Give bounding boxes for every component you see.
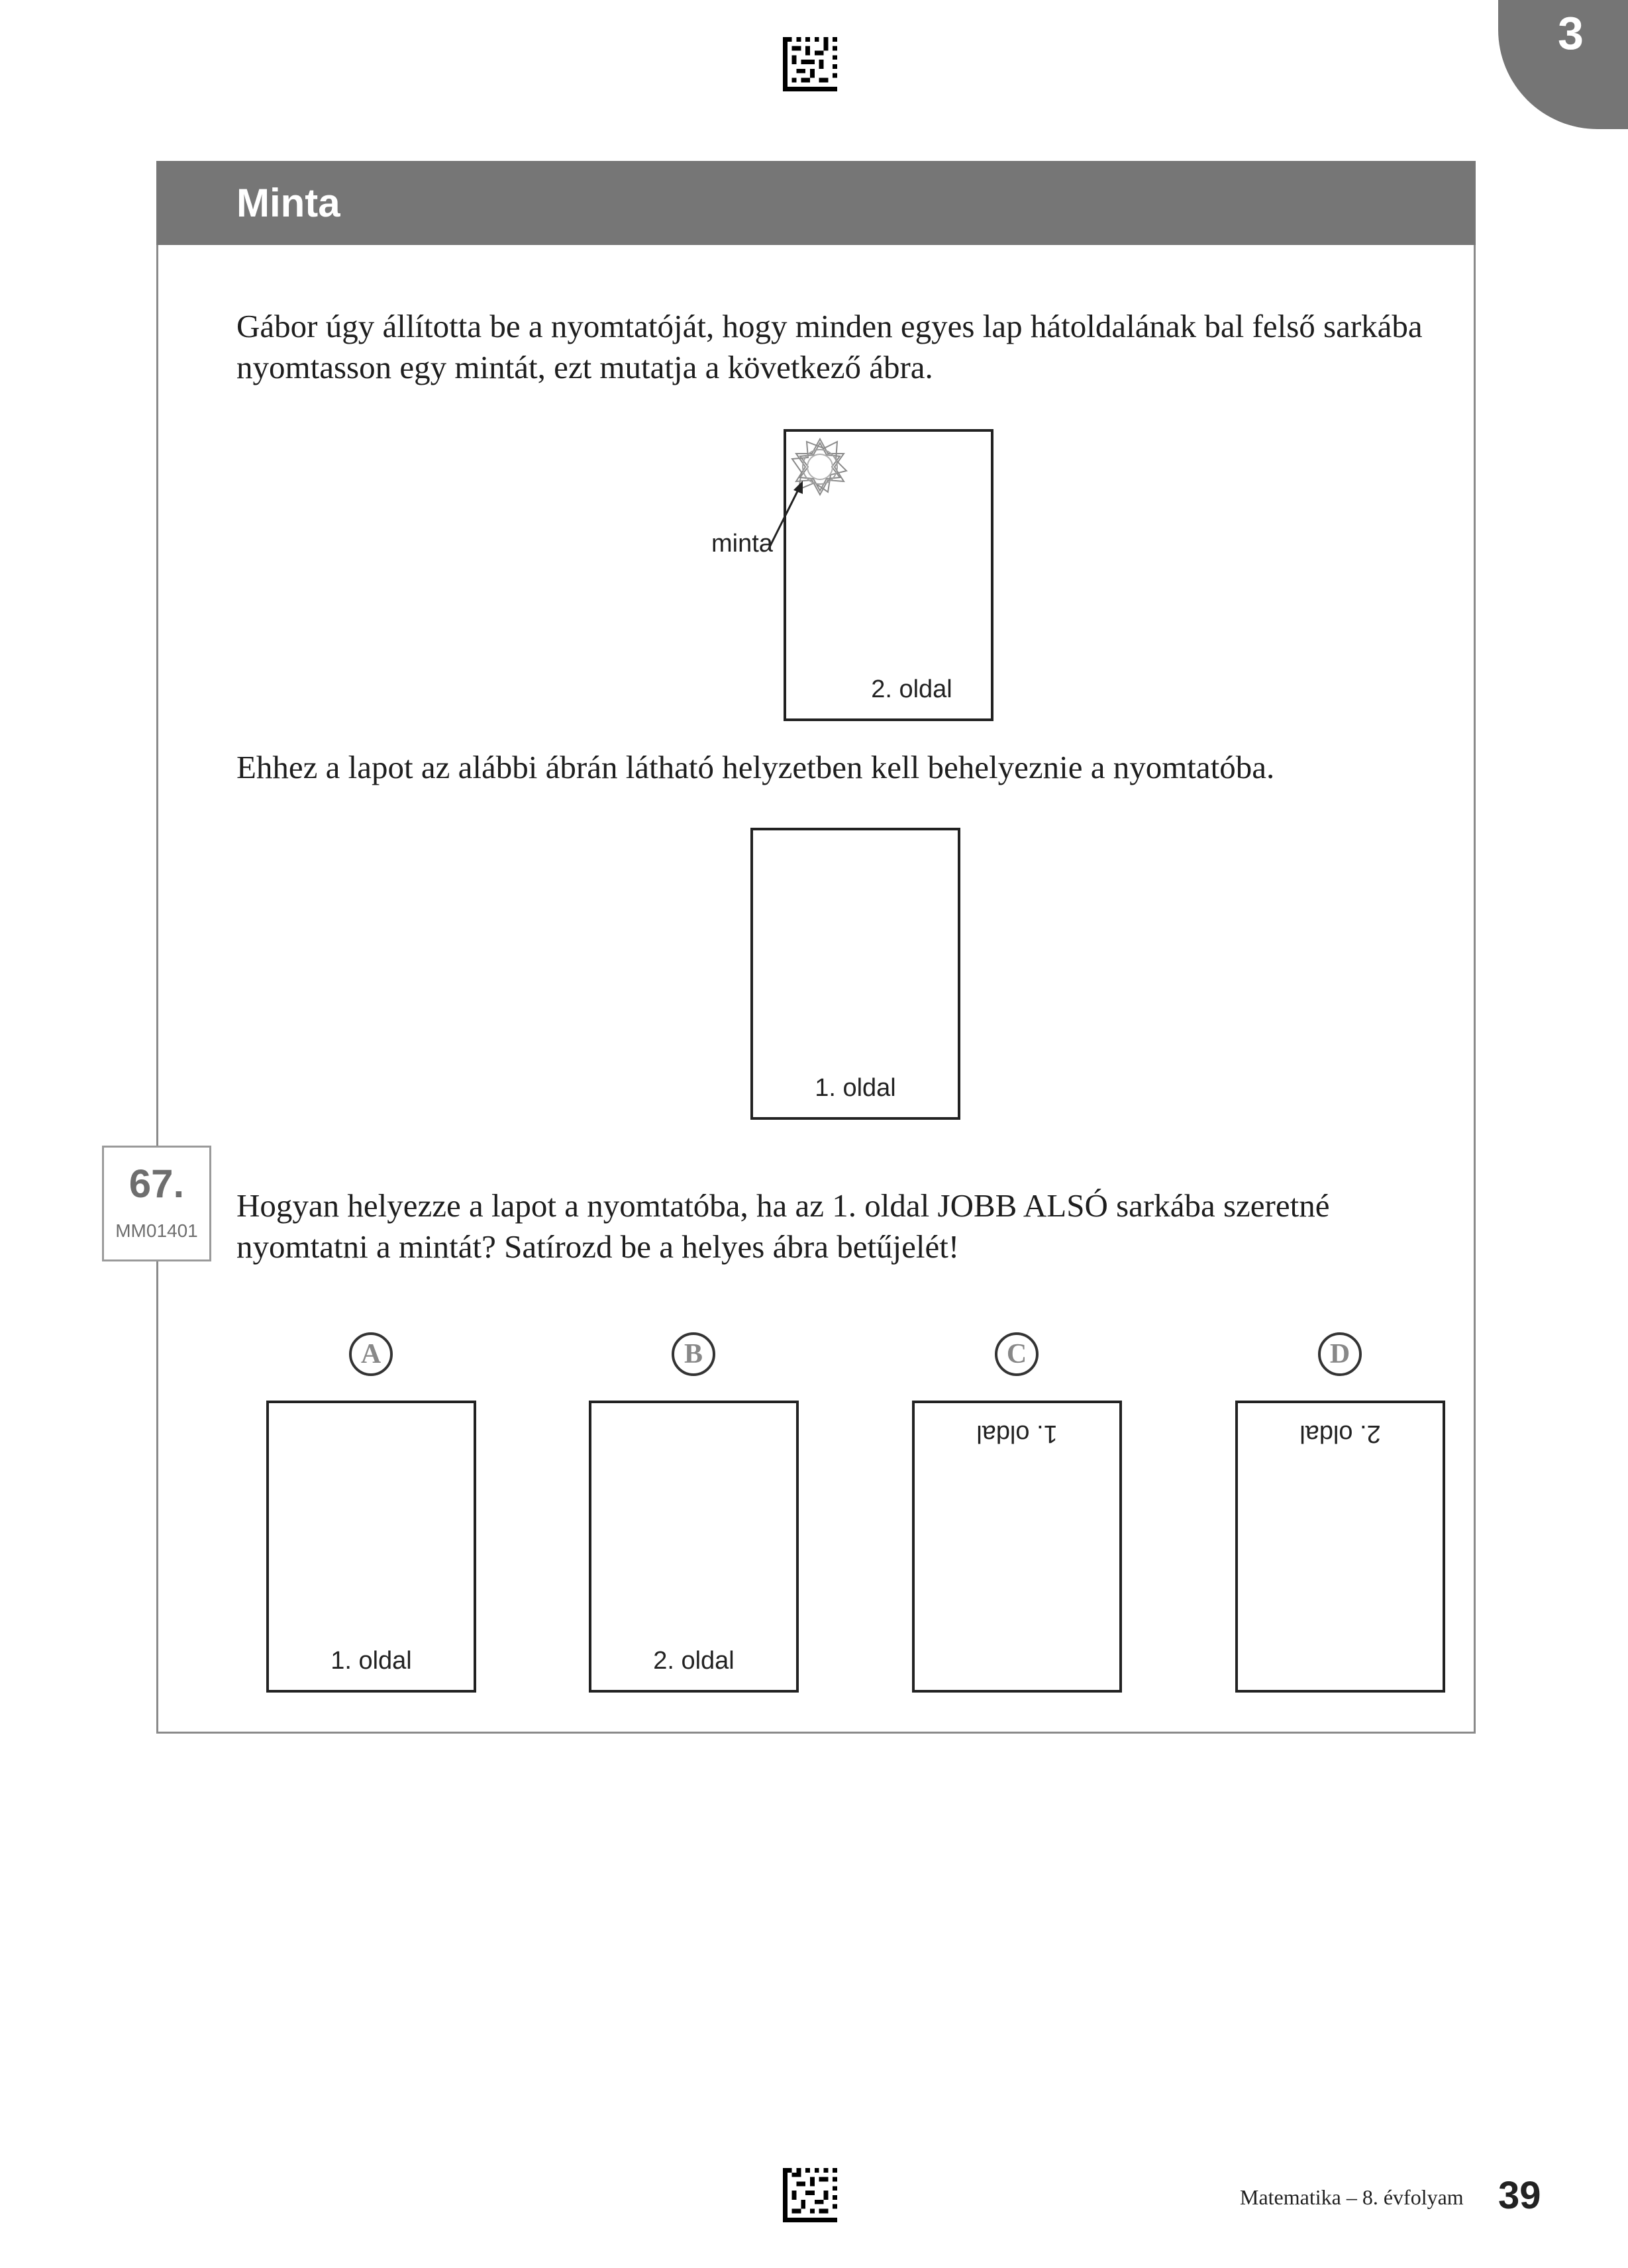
option-c-page[interactable] (912, 1401, 1122, 1693)
section-header-bar (156, 161, 1476, 245)
figure-page-front (750, 828, 960, 1120)
option-a-page-label: 1. oldal (331, 1647, 412, 1675)
chapter-tab (1498, 0, 1628, 129)
question-number: 67. (128, 1161, 185, 1206)
question-line-1: Hogyan helyezze a lapot a nyomtatóba, ha az 1. oldal JOBB ALSÓ sarkába szeretné (236, 1187, 1330, 1224)
option-d-page-label: 2. oldal (1299, 1420, 1381, 1448)
footer-page-number: 39 (1498, 2174, 1541, 2217)
figure1-page-label: 2. oldal (871, 675, 952, 703)
option-c-page-label: 1. oldal (976, 1420, 1058, 1448)
question-number-box (102, 1146, 211, 1261)
option-b-page-label: 2. oldal (653, 1647, 735, 1675)
option-b-page[interactable] (589, 1401, 799, 1693)
option-a-letter[interactable]: A (349, 1332, 393, 1376)
section-title: Minta (236, 181, 340, 225)
option-c-letter[interactable]: C (995, 1332, 1039, 1376)
datamatrix-code-bottom-icon (783, 2168, 837, 2222)
intro-line-2: nyomtasson egy mintát, ezt mutatja a következő ábra. (236, 349, 933, 385)
middle-text: Ehhez a lapot az alábbi ábrán látható helyzetben kell behelyeznie a nyomtatóba. (236, 749, 1275, 785)
pattern-label: minta (711, 530, 773, 558)
datamatrix-code-top-icon (783, 37, 837, 91)
question-line-2: nyomtatni a mintát? Satírozd be a helyes ábra betűjelét! (236, 1228, 960, 1265)
option-d-page[interactable] (1235, 1401, 1445, 1693)
chapter-number: 3 (1558, 7, 1584, 59)
intro-line-1: Gábor úgy állította be a nyomtatóját, hogy minden egyes lap hátoldalának bal felső sarkába (236, 308, 1423, 344)
figure2-page-label: 1. oldal (815, 1074, 896, 1102)
footer-subject: Matematika – 8. évfolyam (1240, 2185, 1464, 2209)
option-b-letter[interactable]: B (672, 1332, 715, 1376)
question-code: MM01401 (115, 1220, 198, 1241)
option-a-page[interactable] (266, 1401, 476, 1693)
option-d-letter[interactable]: D (1318, 1332, 1362, 1376)
